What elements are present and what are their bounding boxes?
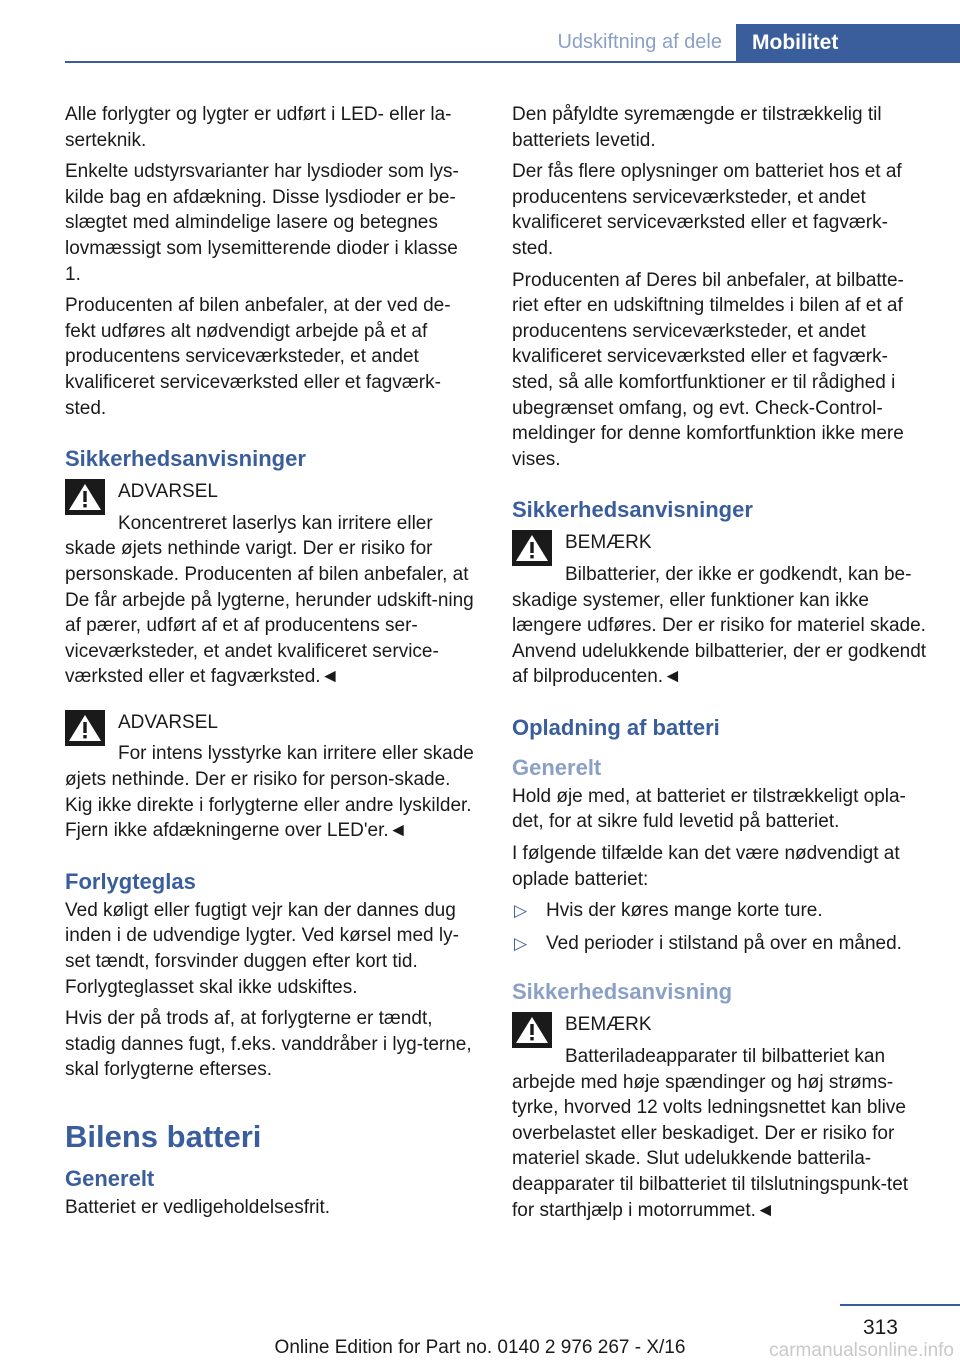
paragraph: Alle forlygter og lygter er udført i LED- eller la-serteknik. — [65, 104, 452, 151]
note-text: Batteriladeapparater til bilbatteriet kan arbejde med høje spændinger og høj strøms-tyrke, hvorved 12 volts ledningsnettet kan blive overbelastet eller beskadiget. Der er risiko for materiel skade. Slut udelukkende batterila-deapparater til bilbatteriet til tilslutningspunk-tet for starthjælp i motorrummet.◄ — [512, 1046, 909, 1221]
paragraph: Enkelte udstyrsvarianter har lysdioder som lys-kilde bag en afdækning. Disse lysdioder er be-slægtet med almindelige lasere og betegnes lovmæssigt som lysemitterende dioder i klasse 1. — [65, 161, 459, 285]
warning-text: Koncentreret laserlys kan irritere eller skade øjets nethinde varigt. Der er risiko for personskade. Producenten af bilen anbefaler, at De får arbejde på lygterne, herunder udskift-ning af pærer, udført af et af producentens ser-viceværksteder, et andet kvalificeret service-værksted eller et fagværksted.◄ — [65, 512, 474, 688]
bullet-list — [512, 898, 928, 956]
footer-rule — [840, 1304, 960, 1306]
list-item — [512, 898, 928, 924]
paragraph: Hvis der på trods af, at forlygterne er tændt, stadig dannes fugt, f.eks. vanddråber i lyg-terne, skal forlygterne efterses. — [65, 1008, 472, 1081]
chapter-heading: Bilens batteri — [65, 1119, 262, 1154]
warning-title: ADVARSEL — [118, 481, 218, 503]
note-title: BEMÆRK — [565, 1014, 652, 1036]
header-rule — [65, 61, 960, 63]
warning-title: ADVARSEL — [118, 711, 218, 733]
warning-icon — [65, 479, 105, 515]
header-chapter-tab: Mobilitet — [736, 24, 960, 61]
warning-icon — [512, 1012, 552, 1048]
paragraph: Batteriet er vedligeholdelsesfrit. — [65, 1197, 331, 1218]
section-heading: Forlygteglas — [65, 868, 196, 894]
warning-block — [65, 710, 477, 844]
list-item-text: Hvis der køres mange korte ture. — [546, 900, 823, 922]
paragraph: I følgende tilfælde kan det være nødvendigt at oplade batteriet: — [512, 843, 900, 890]
section-heading: Opladning af batteri — [512, 714, 720, 740]
note-text: Bilbatterier, der ikke er godkendt, kan be-skadige systemer, eller funktioner kan ikke længere udføres. Der er risiko for materiel skade. Anvend udelukkende bilbatterier, der er godkendt af bilproducenten.◄ — [512, 563, 927, 688]
page-number: 313 — [862, 1316, 898, 1339]
subsection-heading: Generelt — [65, 1166, 155, 1191]
warning-icon — [65, 710, 105, 746]
paragraph: Producenten af bilen anbefaler, at der ved de-fekt udføres alt nødvendigt arbejde på et af producentens serviceværksteder, et andet kvalificeret serviceværksted eller et fagværk-sted. — [65, 295, 451, 419]
paragraph: Den påfyldte syremængde er tilstrækkelig til batteriets levetid. — [512, 104, 882, 151]
section-heading: Sikkerhedsanvisninger — [512, 497, 753, 523]
right-column — [512, 102, 928, 1229]
header-section-title: Udskiftning af dele — [557, 31, 722, 53]
bullet-triangle-icon: ▷ — [514, 933, 528, 953]
left-column — [65, 102, 477, 1227]
paragraph: Producenten af Deres bil anbefaler, at bilbatte-riet efter en udskiftning tilmeldes i bilen af et af producentens serviceværksteder, et andet kvalificeret serviceværksted eller et fagværk-sted, så alle komfortfunktioner er til rådighed i ubegrænset omfang, og evt. Check-Control-meldinger for denne komfortfunktion ikke mere vises. — [512, 269, 904, 470]
note-block — [512, 530, 928, 690]
subsection-heading: Generelt — [512, 754, 602, 780]
bullet-triangle-icon: ▷ — [514, 901, 528, 921]
warning-block — [65, 479, 477, 690]
list-item — [512, 931, 928, 957]
warning-text: For intens lysstyrke kan irritere eller skade øjets nethinde. Der er risiko for person-skade. Kig ikke direkte i forlygterne eller andre lyskilder. Fjern ikke afdækningerne over LED'er.◄ — [65, 743, 474, 842]
section-heading: Sikkerhedsanvisninger — [65, 446, 306, 472]
subsection-heading: Sikkerhedsanvisning — [512, 979, 733, 1005]
note-block — [512, 1012, 928, 1223]
note-title: BEMÆRK — [565, 532, 652, 554]
edition-line: Online Edition for Part no. 0140 2 976 267 - X/16 — [274, 1337, 686, 1358]
paragraph: Der fås flere oplysninger om batteriet hos et af producentens serviceværksteder, et andet kvalificeret serviceværksted eller et fagværk-sted. — [512, 161, 902, 259]
list-item-text: Ved perioder i stilstand på over en måned. — [546, 932, 902, 954]
paragraph: Ved køligt eller fugtigt vejr kan der dannes dug inden i de udvendige lygter. Ved kørsel med ly-set tændt, forsvinder duggen efter kort tid. Forlygteglasset skal ikke udskiftes. — [65, 899, 459, 998]
warning-icon — [512, 530, 552, 566]
watermark: carmanualsonline.info — [769, 1340, 954, 1361]
paragraph: Hold øje med, at batteriet er tilstrækkeligt opla-det, for at sikre fuld levetid på batteriet. — [512, 785, 906, 833]
